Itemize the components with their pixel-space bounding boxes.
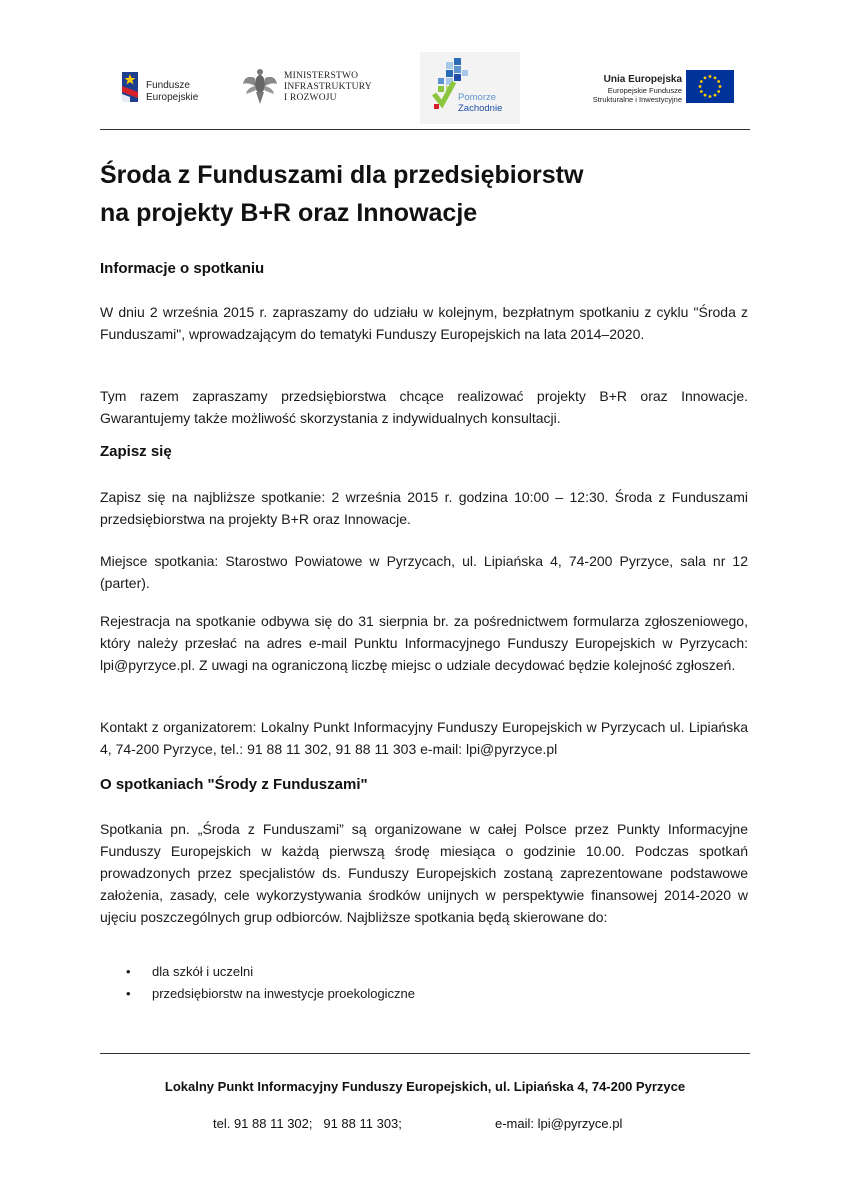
page-title bbox=[100, 156, 750, 232]
eu-flag-icon bbox=[686, 70, 734, 103]
section-heading-zapisz: Zapisz się bbox=[100, 443, 172, 460]
eu-star-icon bbox=[704, 76, 707, 79]
header-divider bbox=[100, 129, 750, 130]
unia-europejska-logo bbox=[570, 70, 750, 110]
footer-divider bbox=[100, 1053, 750, 1054]
ministry-line-2: INFRASTRUKTURY bbox=[284, 82, 372, 92]
eu-star-icon bbox=[700, 80, 703, 83]
paragraph-about-meetings: Spotkania pn. „Środa z Funduszami” są organizowane w całej Polsce przez Punkty Informacyjne Funduszy Europejskich w każdą pierwszą środę miesiąca o godzinie 10.00. Podczas spotkań prowadzonych przez specjalistów ds. Funduszy Europejskich zostaną zaprezentowane podstawowe założenia, zasady, cele wykorzystywania środków unijnych w perspektywie finansowej 2014-2020 w ujęciu poszczególnych grup odbiorców. Najbliższe spotkania będą skierowane do: bbox=[100, 821, 748, 925]
list-item bbox=[100, 983, 415, 1005]
ministry-line-3: I ROZWOJU bbox=[284, 93, 337, 103]
list-item-text: przedsiębiorstw na inwestycje proekologiczne bbox=[152, 986, 416, 1001]
bullet-icon: • bbox=[126, 986, 131, 1001]
eu-star-icon bbox=[704, 94, 707, 97]
unia-europejska-sub-1: Europejskie Fundusze bbox=[607, 86, 682, 95]
paragraph-registration-info: Rejestracja na spotkanie odbywa się do 31 sierpnia br. za pośrednictwem formularza zgłoszeniowego, który należy przesłać na adres e-mail Punktu Informacyjnego Funduszy Europejskich w Pyrzycach: lpi@pyrzyce.pl. Z uwagi na ograniczoną liczbę miejsc o udziale decydować będzie kolejność zgłoszeń. bbox=[100, 613, 748, 673]
list-item-text: dla szkół i uczelni bbox=[152, 964, 254, 979]
eu-star-icon bbox=[719, 85, 722, 88]
fundusze-europejskie-mark-icon bbox=[120, 68, 140, 104]
footer-email: e-mail: lpi@pyrzyce.pl bbox=[495, 1116, 623, 1131]
pomorze-zachodnie-logo bbox=[420, 52, 520, 124]
fundusze-europejskie-logo bbox=[120, 68, 230, 108]
eu-star-icon bbox=[709, 95, 712, 98]
title-line-1: Środa z Funduszami dla przedsiębiorstw bbox=[100, 161, 584, 189]
polish-eagle-icon bbox=[242, 66, 278, 106]
eu-star-icon bbox=[717, 90, 720, 93]
pomorze-line-2: Zachodnie bbox=[458, 103, 503, 114]
eu-star-icon bbox=[714, 76, 717, 79]
ministry-logo bbox=[242, 66, 392, 110]
paragraph-registration-date: Zapisz się na najbliższe spotkanie: 2 września 2015 r. godzina 10:00 – 12:30. Środa z Funduszami przedsiębiorstwa na projekty B+R oraz Innowacje. bbox=[100, 489, 748, 527]
pomorze-zachodnie-text bbox=[458, 92, 502, 114]
eu-star-icon bbox=[714, 94, 717, 97]
unia-europejska-title: Unia Europejska bbox=[603, 74, 682, 85]
audience-list bbox=[100, 961, 415, 1005]
paragraph-contact: Kontakt z organizatorem: Lokalny Punkt Informacyjny Funduszy Europejskich w Pyrzycach ul. Lipiańska 4, 74-200 Pyrzyce, tel.: 91 88 11 302, 91 88 11 303 e-mail: lpi@pyrzyce.pl bbox=[100, 719, 748, 757]
list-item bbox=[100, 961, 415, 983]
section-heading-o-spotkaniach: O spotkaniach "Środy z Funduszami" bbox=[100, 776, 368, 793]
section-heading-informacje: Informacje o spotkaniu bbox=[100, 260, 265, 277]
eu-star-icon bbox=[717, 80, 720, 83]
unia-europejska-sub-2: Strukturalne i Inwestycyjne bbox=[592, 95, 682, 104]
bullet-icon: • bbox=[126, 964, 131, 979]
eu-star-icon bbox=[709, 75, 712, 78]
unia-europejska-text bbox=[570, 73, 682, 104]
paragraph-intro: W dniu 2 września 2015 r. zapraszamy do udziału w kolejnym, bezpłatnym spotkaniu z cyklu "Środa z Funduszami", wprowadzającym do tematyki Funduszy Europejskich na lata 2014–2020. bbox=[100, 304, 748, 342]
logos-bar bbox=[100, 52, 750, 124]
paragraph-invitation: Tym razem zapraszamy przedsiębiorstwa chcące realizować projekty B+R oraz Innowacje. Gwarantujemy także możliwość skorzystania z indywidualnych konsultacji. bbox=[100, 388, 748, 426]
fundusze-europejskie-text: Fundusze Europejskie bbox=[146, 80, 199, 103]
paragraph-location: Miejsce spotkania: Starostwo Powiatowe w Pyrzycach, ul. Lipiańska 4, 74-200 Pyrzyce, sala nr 12 (parter). bbox=[100, 553, 748, 591]
ministry-text bbox=[284, 71, 372, 104]
eu-star-icon bbox=[700, 90, 703, 93]
footer-address: Lokalny Punkt Informacyjny Funduszy Europejskich, ul. Lipiańska 4, 74-200 Pyrzyce bbox=[164, 1079, 686, 1094]
eu-star-icon bbox=[699, 85, 702, 88]
pomorze-line-1: Pomorze bbox=[458, 92, 497, 103]
ministry-line-1: MINISTERSTWO bbox=[284, 71, 359, 81]
footer-phones: tel. 91 88 11 302; 91 88 11 303; bbox=[213, 1116, 402, 1131]
title-line-2: na projekty B+R oraz Innowacje bbox=[100, 199, 478, 227]
